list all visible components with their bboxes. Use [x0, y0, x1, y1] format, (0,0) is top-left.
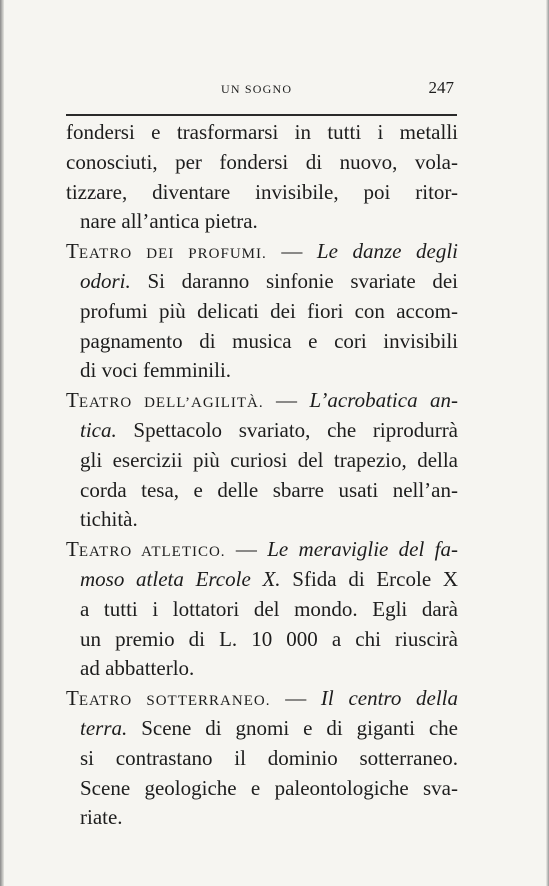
text-line: pagnamento di musica e cori invisibili: [80, 328, 458, 353]
entry-title-continued: tica.: [80, 417, 117, 442]
entry-title-continued: odori.: [80, 268, 131, 293]
em-dash: —: [281, 239, 303, 264]
entry-teatro-sotterraneo: [66, 684, 458, 833]
entry-heading-line: [66, 535, 458, 565]
page-number: 247: [428, 78, 454, 97]
entry-heading: TEATRO DEI PROFUMI.: [66, 239, 267, 264]
entry-title-continued: moso atleta Ercole X.: [80, 566, 281, 591]
text-line: moso atleta Ercole X. Sfida di Ercole X: [80, 566, 459, 591]
text-line: tica. Spettacolo svariato, che riprodurrà: [80, 417, 459, 442]
text-line: tizzare, diventare invisibile, poi ritor-: [66, 179, 458, 204]
entry-teatro-dell-agilita: [66, 386, 458, 535]
text-line: terra. Scene di gnomi e di giganti che: [80, 715, 458, 740]
entry-teatro-atletico: [66, 535, 458, 684]
em-dash: —: [276, 388, 298, 413]
text-line: a tutti i lottatori del mondo. Egli darà: [80, 596, 458, 621]
entry-title: L’acrobatica an-: [309, 388, 459, 413]
entry-title: Le meraviglie del fa-: [267, 537, 458, 562]
text-line: profumi più delicati dei fiori con accom-: [80, 298, 458, 323]
entry-title-continued: terra.: [80, 715, 128, 740]
text-line: fondersi e trasformarsi in tutti i metalli: [66, 120, 458, 144]
entry-teatro-dei-profumi: [66, 237, 458, 386]
text-line: odori. Si daranno sinfonie svariate dei: [80, 268, 458, 293]
text-line: ad abbatterlo.: [80, 656, 195, 681]
text-line: tichità.: [80, 507, 138, 532]
page-body: [66, 118, 458, 833]
text-line: corda tesa, e delle sbarre usati nell’an-: [80, 477, 458, 502]
entry-heading-line: [66, 684, 458, 714]
entry-heading: TEATRO DELL’AGILITÀ.: [66, 388, 264, 413]
em-dash: —: [235, 537, 257, 562]
page-edge-shadow-left: [0, 0, 4, 886]
text-line: riate.: [80, 805, 123, 830]
header-rule: [66, 114, 457, 116]
entry-title: Il centro della: [320, 686, 459, 711]
entry-title: Le danze degli: [316, 239, 459, 264]
em-dash: —: [285, 686, 307, 711]
page-header: [66, 78, 456, 102]
text-line: di voci femminili.: [80, 358, 232, 383]
entry-heading: TEATRO SOTTERRANEO.: [66, 686, 271, 711]
text-line: nare all’antica pietra.: [80, 209, 258, 234]
entry-heading-line: [66, 237, 458, 267]
text-line: Scene geologiche e paleontologiche sva-: [80, 775, 458, 800]
text-line: un premio di L. 10 000 a chi riuscirà: [80, 626, 458, 651]
text-line: conosciuti, per fondersi di nuovo, vola-: [66, 149, 458, 174]
entry-heading-line: [66, 386, 458, 416]
text-line: gli esercizii più curiosi del trapezio, della: [80, 447, 458, 472]
paragraph-continuation: [66, 118, 458, 237]
running-title: UN SOGNO: [221, 82, 293, 96]
entry-heading: TEATRO ATLETICO.: [66, 537, 226, 562]
text-line: si contrastano il dominio sotterraneo.: [80, 745, 458, 770]
